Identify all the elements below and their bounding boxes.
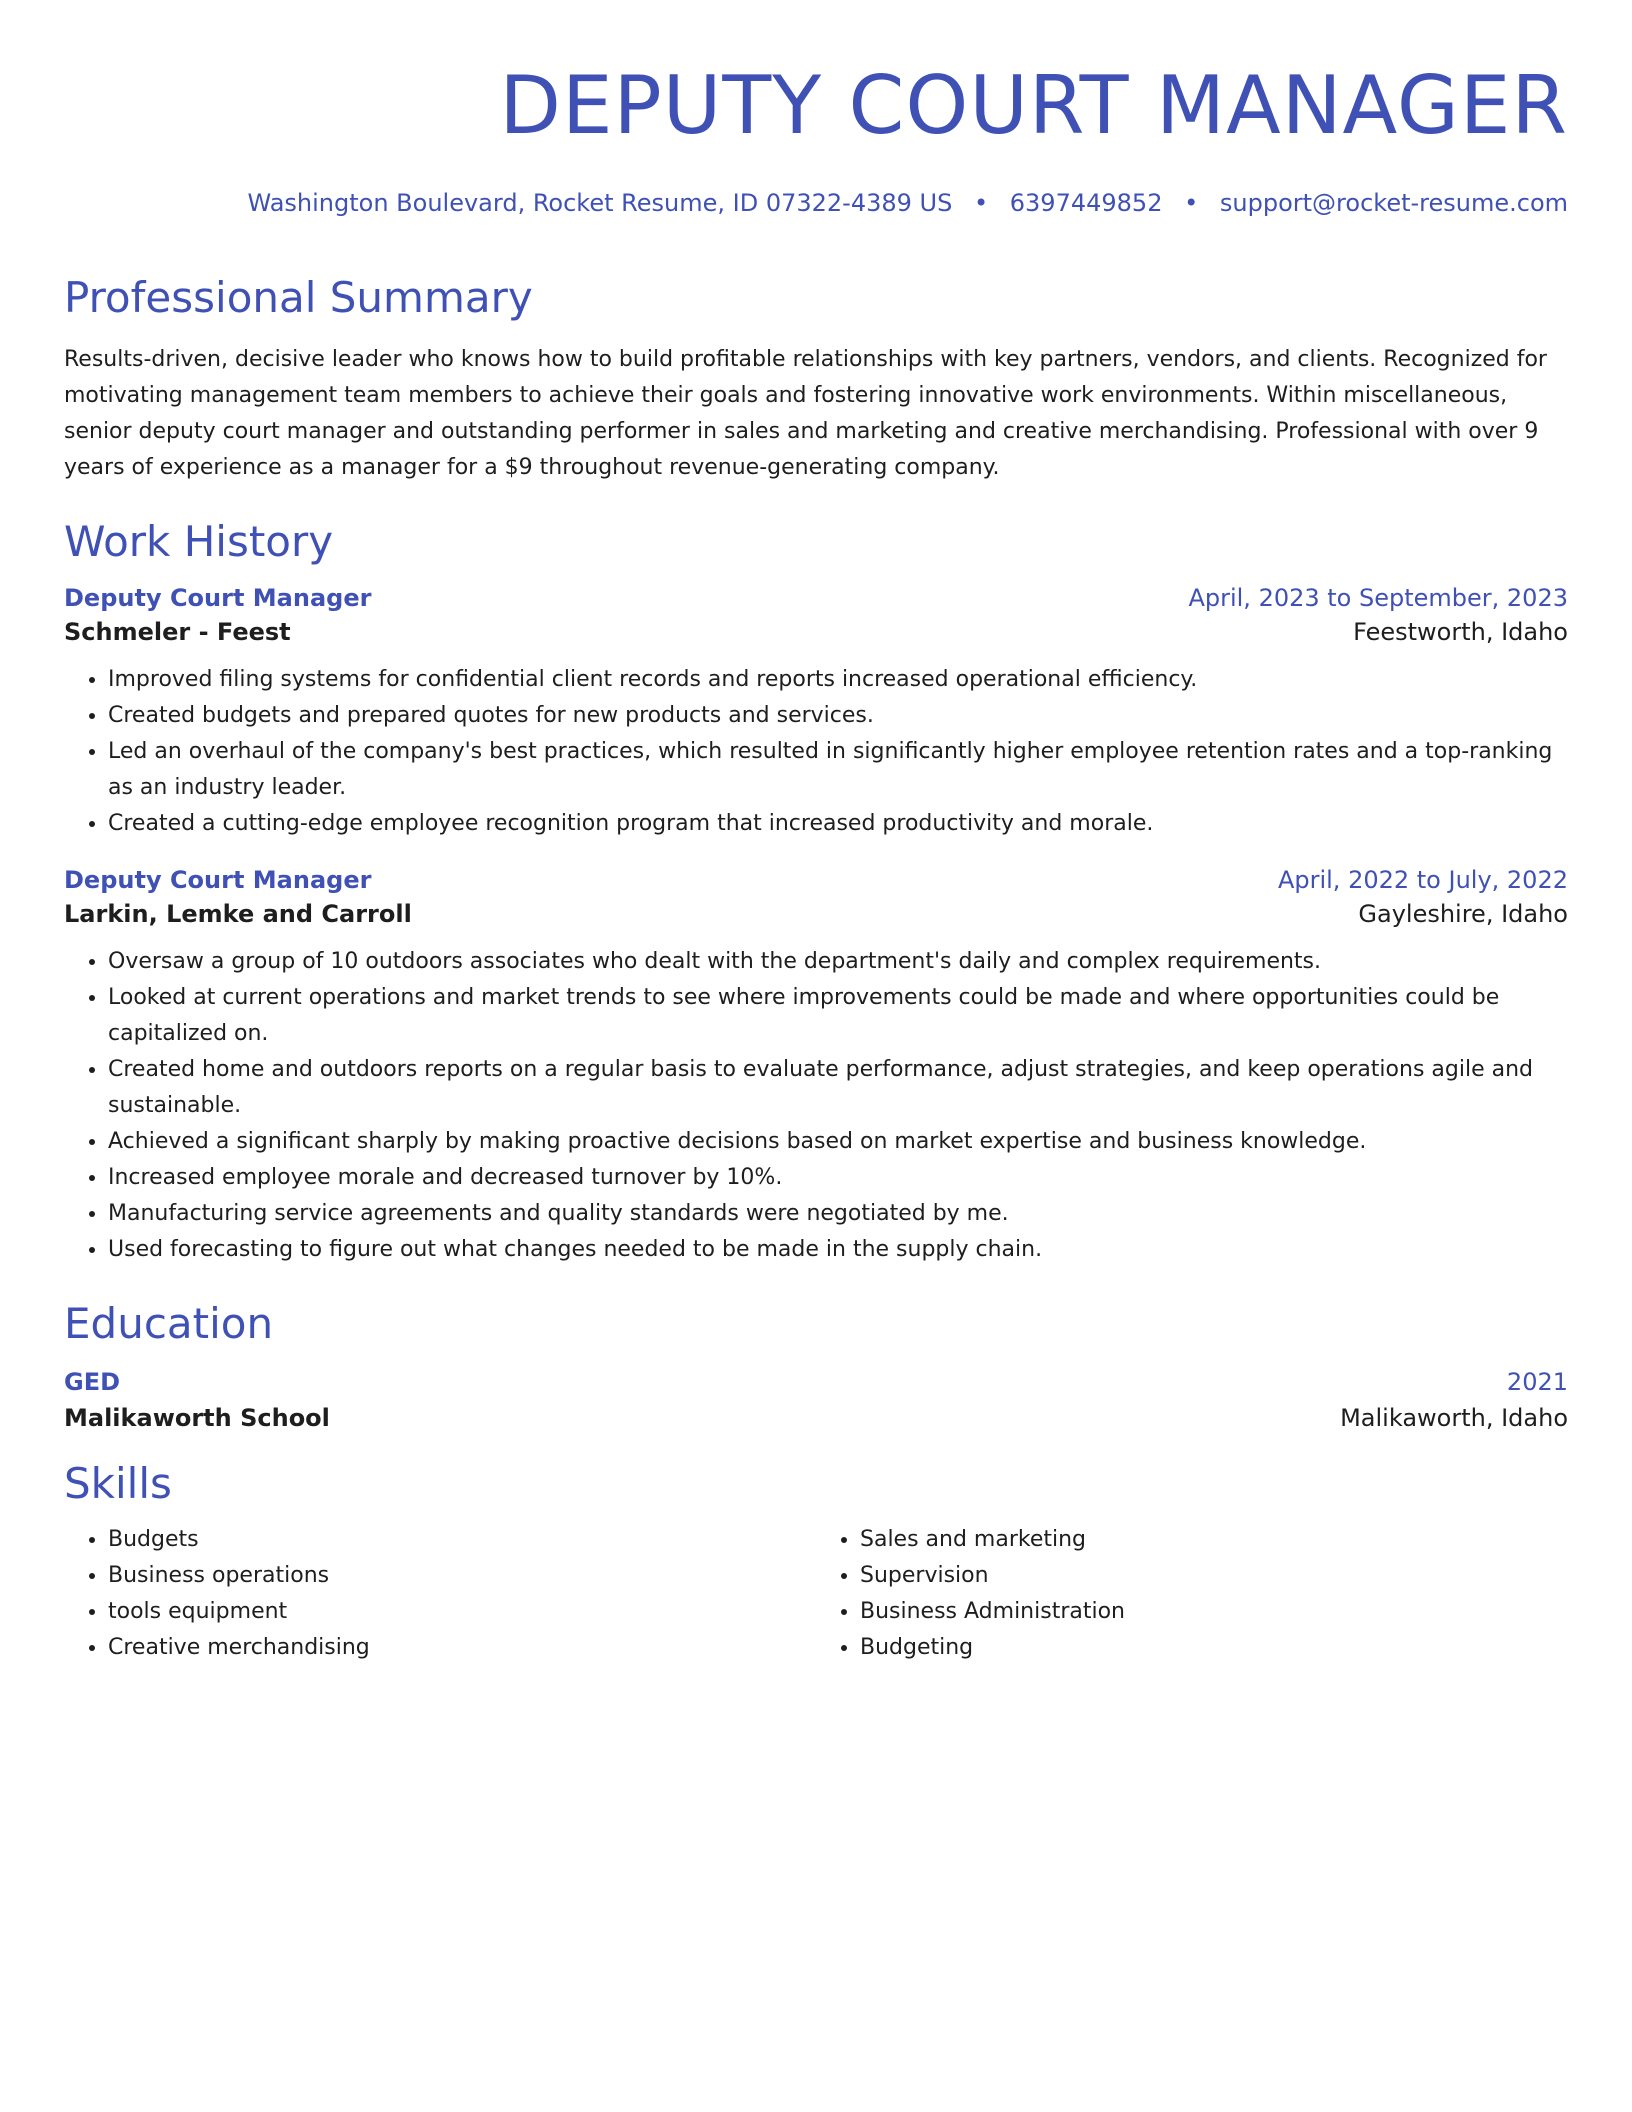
education-school: Malikaworth School: [64, 1404, 330, 1432]
job-company-row: [64, 900, 1568, 928]
skill-item: • Budgets: [108, 1522, 816, 1558]
education-entry: [64, 1368, 1568, 1432]
summary-text: Results-driven, decisive leader who knows how to build profitable relationships with key partners, vendors, and clients. Recognized for motivating management team members to achieve their goals and fostering innovative work environments. Within miscellaneous, senior deputy court manager and outstanding performer in sales and marketing and creative merchandising. Professional with over 9 years of experience as a manager for a $9 throughout revenue-generating company.: [64, 347, 1547, 480]
education-degree: GED: [64, 1368, 121, 1396]
job-bullet: • Created budgets and prepared quotes for new products and services.: [108, 698, 1568, 734]
job-dates: April, 2023 to September, 2023: [1188, 584, 1568, 612]
skill-item: • Budgeting: [860, 1630, 1568, 1666]
education-school-row: [64, 1404, 1568, 1432]
skill-item: • Supervision: [860, 1558, 1568, 1594]
job-location: Gayleshire, Idaho: [1358, 900, 1568, 928]
job-bullets: [64, 944, 1568, 1268]
summary-heading: Professional Summary: [64, 273, 533, 322]
contact-address: Washington Boulevard, Rocket Resume, ID 07322-4389 US: [247, 189, 953, 217]
education-year: 2021: [1506, 1368, 1568, 1396]
education-heading: Education: [64, 1299, 274, 1348]
job-bullet: • Led an overhaul of the company's best practices, which resulted in significantly higher employee retention rates and a top-ranking as an industry leader.: [108, 734, 1568, 806]
contact-email: support@rocket-resume.com: [1219, 189, 1568, 217]
job-entry: [64, 866, 1568, 1268]
skill-item: • Sales and marketing: [860, 1522, 1568, 1558]
job-bullet: • Oversaw a group of 10 outdoors associates who dealt with the department's daily and complex requirements.: [108, 944, 1568, 980]
job-bullet: • Created home and outdoors reports on a regular basis to evaluate performance, adjust strategies, and keep operations agile and sustainable.: [108, 1052, 1568, 1124]
job-dates: April, 2022 to July, 2022: [1277, 866, 1568, 894]
work-history-heading: Work History: [64, 517, 334, 566]
job-bullet: • Used forecasting to figure out what changes needed to be made in the supply chain.: [108, 1232, 1568, 1268]
skill-item: • Business operations: [108, 1558, 816, 1594]
skills-column-left: [64, 1522, 816, 1666]
job-title: Deputy Court Manager: [64, 584, 372, 612]
job-entry: [64, 584, 1568, 842]
education-header: [64, 1368, 1568, 1396]
job-bullet: • Improved filing systems for confidential client records and reports increased operational efficiency.: [108, 662, 1568, 698]
contact-separator: •: [973, 189, 989, 217]
job-bullet: • Looked at current operations and market trends to see where improvements could be made and where opportunities could be capitalized on.: [108, 980, 1568, 1052]
job-bullet: • Created a cutting-edge employee recognition program that increased productivity and morale.: [108, 806, 1568, 842]
education-location: Malikaworth, Idaho: [1340, 1404, 1568, 1432]
job-title: Deputy Court Manager: [64, 866, 372, 894]
job-header: [64, 866, 1568, 894]
resume-title: DEPUTY COURT MANAGER: [499, 59, 1568, 152]
contact-separator: •: [1184, 189, 1199, 217]
job-company: Schmeler - Feest: [64, 618, 291, 646]
job-bullet: • Manufacturing service agreements and quality standards were negotiated by me.: [108, 1196, 1568, 1232]
job-bullets: [64, 662, 1568, 842]
job-header: [64, 584, 1568, 612]
skill-item: • tools equipment: [108, 1594, 816, 1630]
job-bullet: • Achieved a significant sharply by making proactive decisions based on market expertise and business knowledge.: [108, 1124, 1568, 1160]
skills-heading: Skills: [64, 1459, 172, 1508]
skills-column-right: [816, 1522, 1568, 1666]
job-bullet: • Increased employee morale and decreased turnover by 10%.: [108, 1160, 1568, 1196]
skill-item: • Creative merchandising: [108, 1630, 816, 1666]
job-location: Feestworth, Idaho: [1353, 618, 1568, 646]
job-company: Larkin, Lemke and Carroll: [64, 900, 412, 928]
skills-list: [64, 1522, 1568, 1666]
skill-item: • Business Administration: [860, 1594, 1568, 1630]
job-company-row: [64, 618, 1568, 646]
contact-line: [64, 188, 1568, 218]
contact-phone: 6397449852: [1009, 189, 1163, 217]
